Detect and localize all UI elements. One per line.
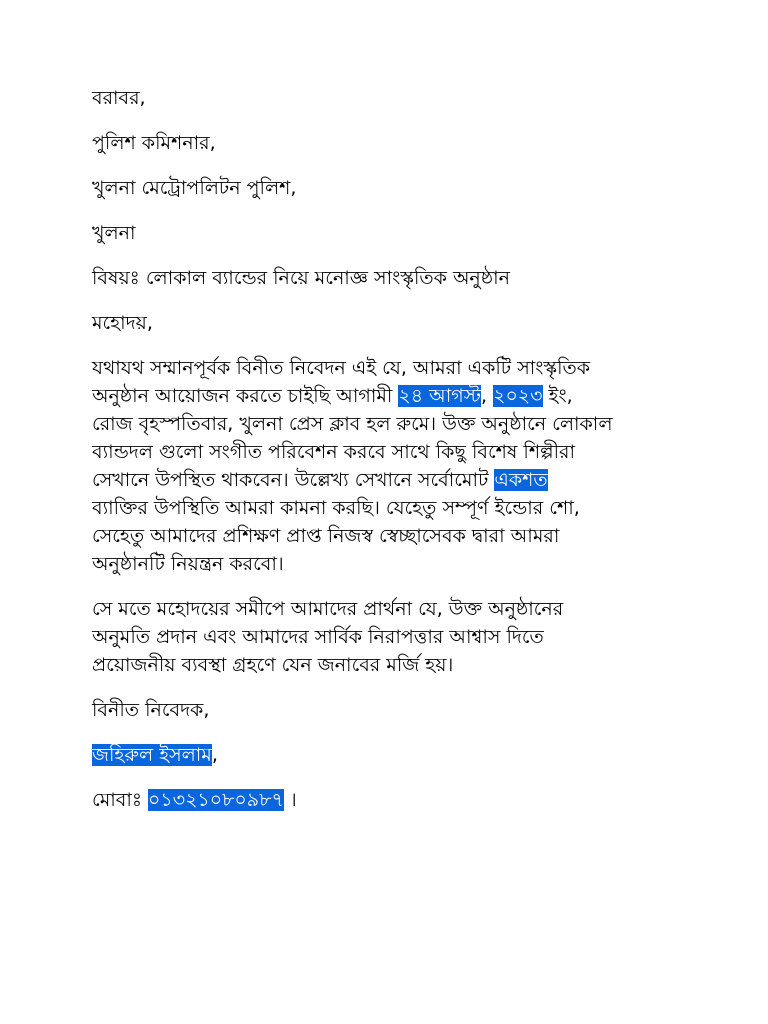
salutation: মহোদয়, (92, 312, 153, 334)
body2-line-2: অনুমতি প্রদান এবং আমাদের সার্বিক নিরাপত্তার আশ্বাস দিতে (92, 626, 544, 648)
sender-name-highlight[interactable]: জহিরুল ইসলাম (92, 744, 212, 766)
sender-line (92, 741, 676, 769)
mobile-end: । (283, 789, 297, 811)
body1-line-2-text: অনুষ্ঠান আয়োজন করতে চাইছি আগামী (92, 385, 399, 407)
recipient-title: পুলিশ কমিশনার, (92, 132, 216, 154)
body-paragraph-2 (92, 595, 676, 679)
mobile-number-highlight[interactable]: ০১৩২১০৮০৯৮৭ (148, 789, 284, 811)
date-separator: , (481, 385, 494, 407)
mobile-label: মোবাঃ (92, 789, 149, 811)
body1-line-1: যথাযথ সম্মানপূর্বক বিনীত নিবেদন এই যে, আমরা একটি সাংস্কৃতিক (92, 357, 591, 379)
body1-line-7: সেহেতু আমাদের প্রশিক্ষণ প্রাপ্ত নিজস্ব স্বেচ্ছাসেবক দ্বারা আমরা (92, 525, 560, 547)
letter-subject: বিষয়ঃ লোকাল ব্যান্ডের নিয়ে মনোজ্ঞ সাংস্কৃতিক অনুষ্ঠান (92, 267, 510, 289)
event-year-highlight[interactable]: ২০২৩ (493, 385, 543, 407)
body1-line-4: ব্যান্ডদল গুলো সংগীত পরিবেশন করবে সাথে কিছু বিশেষ শিল্পীরা (92, 441, 576, 463)
mobile-line (92, 786, 676, 814)
body-paragraph-1 (92, 354, 676, 578)
body1-line-5 (92, 466, 676, 494)
recipient-city: খুলনা (92, 222, 136, 244)
body1-line-3: রোজ বৃহস্পতিবার, খুলনা প্রেস ক্লাব হল রুমে। উক্ত অনুষ্ঠানে লোকাল (92, 413, 613, 435)
body2-line-1: সে মতে মহোদয়ের সমীপে আমাদের প্রার্থনা যে, উক্ত অনুষ্ঠানের (92, 598, 564, 620)
body1-line-2-end: ইং, (542, 385, 573, 407)
body1-line-6: ব্যাক্তির উপস্থিতি আমরা কামনা করছি। যেহেতু সম্পূর্ণ ইন্ডোর শো, (92, 497, 580, 519)
event-date-highlight[interactable]: ২৪ আগস্ট (398, 385, 481, 407)
attendance-highlight[interactable]: একশত (494, 469, 548, 491)
closing: বিনীত নিবেদক, (92, 699, 210, 721)
body1-line-8: অনুষ্ঠানটি নিয়ন্ত্রন করবো। (92, 553, 284, 575)
body2-line-3: প্রয়োজনীয় ব্যবস্থা গ্রহণে যেন জনাবের মর্জি হয়। (92, 654, 454, 676)
body1-line-2 (92, 382, 676, 410)
body1-line-5-text: সেখানে উপস্থিত থাকবেন। উল্লেখ্য সেখানে সর্বোমোট (92, 469, 495, 491)
recipient-org: খুলনা মেট্রোপলিটন পুলিশ, (92, 177, 297, 199)
letter-to: বরাবর, (92, 87, 146, 109)
sender-comma: , (211, 744, 218, 766)
